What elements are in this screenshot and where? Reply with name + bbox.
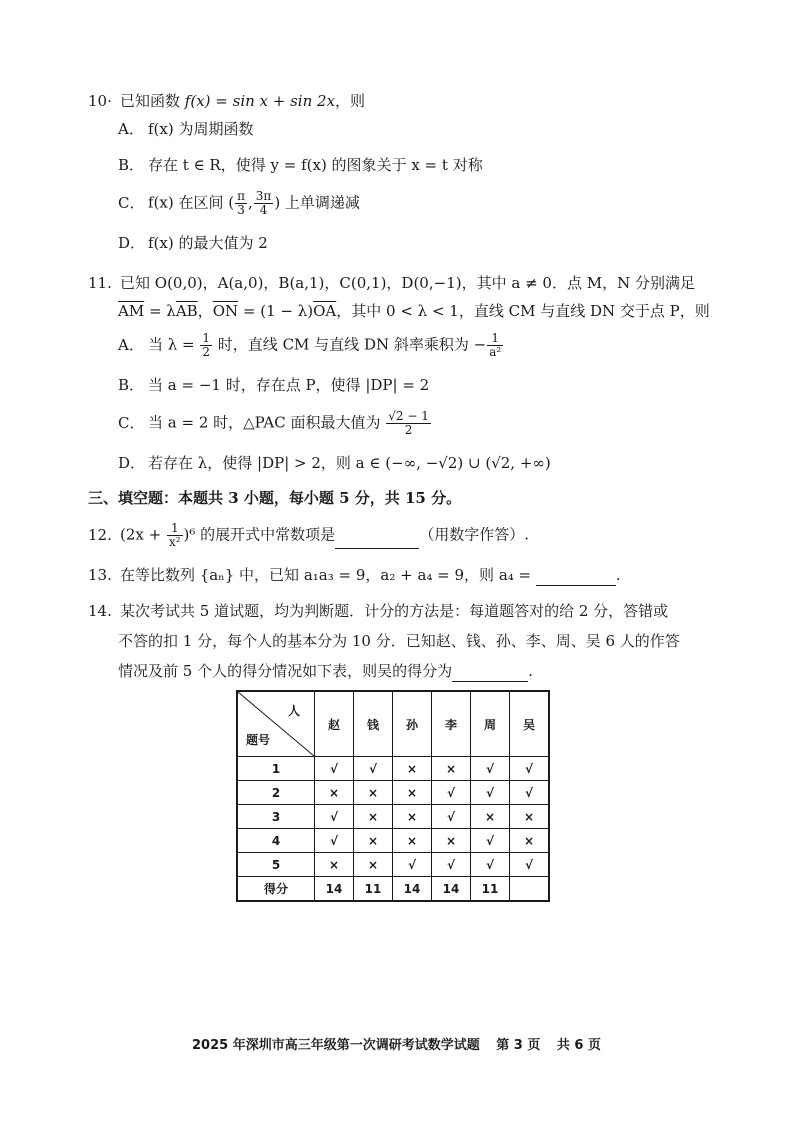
page-footer <box>0 1034 793 1053</box>
footer-page: 第 3 页 <box>496 1038 541 1053</box>
q14-number: 14. <box>88 602 112 620</box>
q10-stem: 10· 已知函数 f(x) = sin x + sin 2x，则 <box>88 92 366 110</box>
q10-option-a: A． f(x) 为周期函数 <box>118 120 254 138</box>
fraction-sqrt2-minus-1-over-2: $\frac{√2 - 1}{2}$ <box>388 409 429 437</box>
q14-answer-blank[interactable] <box>452 665 528 682</box>
q11-option-a: A． 当 λ = $\frac{1}{2}$ 时，直线 CM 与直线 DN 斜率乘积为 − $\frac{1}{\text{a²}}$ <box>118 331 502 359</box>
table-row <box>237 805 549 829</box>
q11-stem-line2: $\overline{AM} = \lambda\overline{AB}$，$\overline{ON} = (1 - \lambda)\overline{OA}$，其中 0 < λ < 1，直线 CM 与直线 DN 交于点 P，则 <box>118 302 710 320</box>
header-qian: 钱 <box>354 691 393 757</box>
q11-option-d: D． 若存在 λ，使得 |DP| > 2，则 a ∈ (−∞, −√2) ∪ (√2, +∞) <box>118 454 551 472</box>
vector-am: $\overline{AM}$ <box>118 302 145 320</box>
mark-cell: × <box>393 781 432 805</box>
vector-on: $\overline{ON}$ <box>212 302 239 320</box>
score-cell: 11 <box>354 877 393 902</box>
mark-cell: × <box>393 805 432 829</box>
q11-stem-line1: 11. 已知 O(0,0)，A(a,0)，B(a,1)，C(0,1)，D(0,−1)，其中 a ≠ 0．点 M，N 分别满足 <box>88 274 695 292</box>
mark-cell: × <box>354 829 393 853</box>
q11-option-b: B． 当 a = −1 时，存在点 P，使得 |DP| = 2 <box>118 376 430 394</box>
q13-answer-blank[interactable] <box>536 569 616 586</box>
header-zhou: 周 <box>471 691 510 757</box>
mark-cell: √ <box>471 853 510 877</box>
mark-cell: √ <box>432 853 471 877</box>
q11-option-c: C． 当 a = 2 时，△PAC 面积最大值为 $\frac{√2 - 1}{2}$ <box>118 409 429 437</box>
corner-label-question: 题号 <box>246 733 271 747</box>
fraction-1-x2: $\frac{1}{\text{x²}}$ <box>168 521 181 549</box>
mark-cell: √ <box>315 829 354 853</box>
score-cell: 14 <box>432 877 471 902</box>
vector-ab: $\overline{AB}$ <box>175 302 198 320</box>
mark-cell: √ <box>393 853 432 877</box>
header-sun: 孙 <box>393 691 432 757</box>
q14-stem-line3: 情况及前 5 个人的得分情况如下表，则吴的得分为 . <box>118 662 533 680</box>
mark-cell: √ <box>471 757 510 781</box>
mark-cell: √ <box>471 829 510 853</box>
mark-cell: √ <box>315 757 354 781</box>
mark-cell: × <box>471 805 510 829</box>
mark-cell: √ <box>510 781 550 805</box>
header-wu: 吴 <box>510 691 550 757</box>
table-row <box>237 781 549 805</box>
q14-stem-line2: 不答的扣 1 分，每个人的基本分为 10 分．已知赵、钱、孙、李、周、吴 6 人的作答 <box>118 632 680 650</box>
section-3-heading: 三、填空题：本题共 3 小题，每小题 5 分，共 15 分。 <box>88 489 462 507</box>
table-row <box>237 829 549 853</box>
mark-cell: √ <box>471 781 510 805</box>
fraction-3pi-4: $\frac{3\pi}{4}$ <box>255 189 272 217</box>
vector-oa: $\overline{OA}$ <box>313 302 337 320</box>
score-label: 得分 <box>237 877 315 902</box>
mark-cell: × <box>354 805 393 829</box>
q12-stem: 12. (2x + $\frac{1}{\text{x²}}$ )⁶ 的展开式中常数项是 （用数字作答）. <box>88 521 529 549</box>
fraction-1-a2: $\frac{1}{\text{a²}}$ <box>489 331 502 359</box>
mark-cell: × <box>432 757 471 781</box>
mark-cell: × <box>510 805 550 829</box>
fraction-pi-3: $\frac{\pi}{3}$ <box>237 189 245 217</box>
q13-stem: 13. 在等比数列 {aₙ} 中，已知 a₁a₃ = 9，a₂ + a₄ = 9，则 a₄ = . <box>88 566 621 584</box>
score-cell: 14 <box>393 877 432 902</box>
q12-answer-blank[interactable] <box>335 532 419 549</box>
mark-cell: √ <box>432 805 471 829</box>
mark-cell: × <box>432 829 471 853</box>
question-number: 1 <box>237 757 315 781</box>
fraction-1-2: $\frac{1}{2}$ <box>202 331 211 359</box>
header-zhao: 赵 <box>315 691 354 757</box>
mark-cell: × <box>354 781 393 805</box>
mark-cell: × <box>393 757 432 781</box>
table-row <box>237 757 549 781</box>
mark-cell: √ <box>432 781 471 805</box>
q11-number: 11. <box>88 274 112 292</box>
q10-function: f(x) = sin x + sin 2x <box>184 92 336 110</box>
mark-cell: × <box>510 829 550 853</box>
table-header-row <box>237 691 549 757</box>
q12-number: 12. <box>88 525 112 544</box>
question-number: 5 <box>237 853 315 877</box>
table-row <box>237 853 549 877</box>
q14-stem-line1: 14. 某次考试共 5 道试题，均为判断题．计分的方法是：每道题答对的给 2 分，答错或 <box>88 602 669 620</box>
question-number: 3 <box>237 805 315 829</box>
score-cell: 14 <box>315 877 354 902</box>
q10-option-c: C． f(x) 在区间 ( $\frac{\pi}{3}$ , $\frac{3\pi}{4}$ ) 上单调递减 <box>118 189 360 217</box>
footer-total: 共 6 页 <box>556 1038 601 1053</box>
question-number: 2 <box>237 781 315 805</box>
mark-cell: √ <box>510 853 550 877</box>
mark-cell: × <box>315 853 354 877</box>
q13-number: 13. <box>88 566 112 584</box>
footer-title: 2025 年深圳市高三年级第一次调研考试数学试题 <box>192 1038 480 1053</box>
corner-label-people: 人 <box>287 704 300 718</box>
answer-table <box>236 690 550 902</box>
q10-number: 10· <box>88 92 112 110</box>
score-cell-wu <box>510 877 550 902</box>
mark-cell: √ <box>315 805 354 829</box>
q10-option-d: D． f(x) 的最大值为 2 <box>118 234 268 252</box>
mark-cell: × <box>393 829 432 853</box>
mark-cell: × <box>354 853 393 877</box>
score-cell: 11 <box>471 877 510 902</box>
mark-cell: × <box>315 781 354 805</box>
header-li: 李 <box>432 691 471 757</box>
table-corner <box>237 691 315 757</box>
score-row <box>237 877 549 902</box>
mark-cell: √ <box>510 757 550 781</box>
q10-option-b: B． 存在 t ∈ R，使得 y = f(x) 的图象关于 x = t 对称 <box>118 156 483 174</box>
question-number: 4 <box>237 829 315 853</box>
mark-cell: √ <box>354 757 393 781</box>
